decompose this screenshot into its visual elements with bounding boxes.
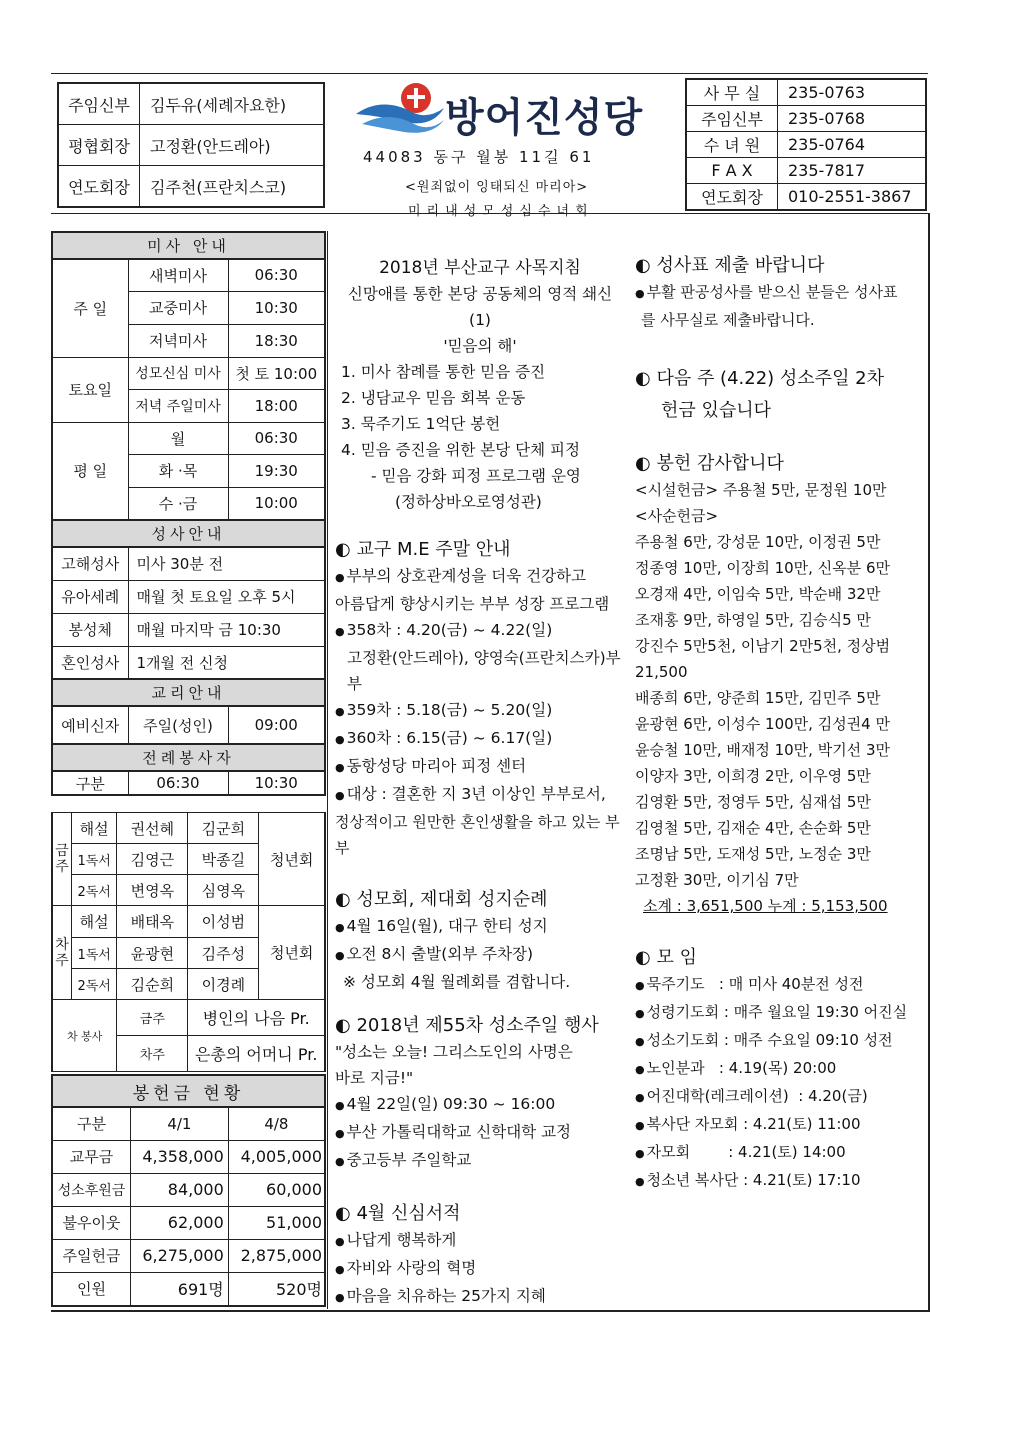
thanks-line: 김영철 5만, 김재순 4만, 손순화 5만 (635, 819, 871, 837)
me-line: ● 부부의 상호관계성을 더욱 건강하고 (335, 563, 625, 591)
vocation-title: 2018년 제55차 성소주일 행사 (356, 1015, 599, 1036)
catechism-label: 예비신자 (52, 706, 128, 744)
meetings-list (635, 971, 920, 1195)
pilgrim-heading (335, 887, 625, 913)
pastoral-item: 1. 미사 참례를 통한 믿음 증진 (341, 363, 546, 381)
faith-line: ● 마음을 치유하는 25가지 지혜 (335, 1283, 625, 1311)
mass-name: 월 (128, 422, 228, 454)
thanks-line: <시설헌금> 주용철 5만, 문정원 10만 (635, 481, 887, 499)
me-line: ● 359차 : 5.18(금) ~ 5.20(일) (335, 697, 625, 725)
mass-name: 새벽미사 (128, 259, 228, 291)
half-circle-icon: ◐ (635, 947, 651, 968)
mass-time: 10:30 (228, 291, 325, 324)
mass-time: 18:30 (228, 324, 325, 357)
mass-time: 첫 토 10:00 (228, 357, 325, 389)
liturgy-role: 2독서 (71, 969, 116, 1000)
me-line: 고정환(안드레아), 양영숙(프란치스카)부부 (347, 649, 621, 693)
thanks-line: 배종희 6만, 양준희 15만, 김민주 5만 (635, 689, 881, 707)
thanks-total: 소계 : 3,651,500 누계 : 5,153,500 (643, 897, 888, 915)
liturgy-table (51, 812, 326, 1072)
faith-heading (335, 1201, 625, 1227)
liturgy-title: 전례봉사자 (52, 744, 325, 771)
meeting-item: ● 복사단 자모회 : 4.21(토) 11:00 (635, 1111, 920, 1139)
offering-label: 주일헌금 (52, 1239, 131, 1272)
catechism-value: 주일(성인) (128, 706, 228, 744)
offering-label: 불우이웃 (52, 1206, 131, 1239)
seal-line: 를 사무실로 제출바랍니다. (641, 311, 815, 329)
contact-table (685, 78, 927, 211)
meetings-title: 모 임 (656, 947, 697, 968)
mass-time: 06:30 (228, 422, 325, 454)
schedule-table (51, 231, 326, 796)
staff-role: 연도회장 (58, 166, 140, 208)
offering-label: 교무금 (52, 1140, 131, 1173)
pilgrim-line: ● 4월 16일(월), 대구 한티 성지 (335, 913, 625, 941)
contact-value: 010-2551-3867 (778, 184, 927, 211)
mass-name: 저녁 주일미사 (128, 389, 228, 422)
offering-value: 520명 (228, 1272, 325, 1306)
thanks-title: 봉헌 감사합니다 (656, 453, 784, 474)
liturgy-person: 심영옥 (188, 875, 259, 906)
mass-name: 화 ·목 (128, 454, 228, 487)
contact-value: 235-0764 (778, 132, 927, 158)
staff-table (57, 82, 325, 208)
sacrament-value: 매월 첫 토요일 오후 5시 (128, 580, 325, 613)
half-circle-icon: ◐ (635, 255, 651, 276)
thanks-line: 주용철 6만, 강성문 10만, 이정권 5만 (635, 533, 881, 551)
meetings-heading (635, 945, 920, 971)
car-team: 병인의 나음 Pr. (188, 1000, 325, 1036)
meeting-item: ● 자모회 : 4.21(토) 14:00 (635, 1139, 920, 1167)
me-line: ● 358차 : 4.20(금) ~ 4.22(일) (335, 617, 625, 645)
contact-value: 235-0763 (778, 79, 927, 106)
thanks-line: 윤광현 6만, 이성수 100만, 김성권4 만 (635, 715, 890, 733)
sacrament-value: 미사 30분 전 (128, 547, 325, 580)
pilgrim-line: ※ 성모회 4월 월례회를 겸합니다. (343, 973, 571, 991)
staff-name: 김주천(프란치스코) (140, 166, 325, 208)
church-logo-icon (352, 78, 447, 136)
vocation-line: "성소는 오늘! 그리스도인의 사명은 (335, 1043, 573, 1061)
offering-value: 691명 (131, 1272, 229, 1306)
car-team: 은총의 어머니 Pr. (188, 1036, 325, 1072)
seal-heading (635, 253, 920, 279)
offering-value: 51,000 (228, 1206, 325, 1239)
mass-name: 교중미사 (128, 291, 228, 324)
meeting-item: ● 어진대학(레크레이션) : 4.20(금) (635, 1083, 920, 1111)
car-week: 금주 (117, 1000, 188, 1036)
meeting-item: ● 성소기도회 : 매주 수요일 09:10 성전 (635, 1027, 920, 1055)
car-week: 차주 (117, 1036, 188, 1072)
liturgy-head: 10:30 (228, 771, 325, 795)
pilgrim-title: 성모회, 제대회 성지순례 (356, 889, 548, 910)
mass-weekday-label: 평 일 (52, 422, 128, 520)
pastoral-line: '믿음의 해' (443, 337, 517, 355)
meeting-item: ● 묵주기도 : 매 미사 40분전 성전 (635, 971, 920, 999)
liturgy-person: 김군희 (188, 813, 259, 844)
faith-line: ● 자비와 사랑의 혁명 (335, 1255, 625, 1283)
me-line: 아름답게 향상시키는 부부 성장 프로그램 (335, 595, 610, 613)
liturgy-person: 배태옥 (117, 906, 188, 938)
contact-label: F A X (686, 158, 778, 184)
thanks-line: 고정환 30만, 이기심 7만 (635, 871, 799, 889)
mass-name: 수 ·금 (128, 487, 228, 520)
liturgy-evening: 청년회 (259, 906, 325, 1000)
mass-time: 19:30 (228, 454, 325, 487)
liturgy-role: 해설 (71, 813, 116, 844)
offering-value: 84,000 (131, 1173, 229, 1206)
thanks-line: 조재홍 9만, 하영일 5만, 김승식5 만 (635, 611, 871, 629)
car-service-label: 차 봉사 (52, 1000, 117, 1072)
faith-line: ● 나답게 행복하게 (335, 1227, 625, 1255)
thanks-line: 김영환 5만, 정영두 5만, 심재섭 5만 (635, 793, 871, 811)
contact-label: 사 무 실 (686, 79, 778, 106)
liturgy-nextweek-label: 차 주 (52, 906, 71, 1000)
liturgy-person: 김영근 (117, 844, 188, 875)
mass-time: 10:00 (228, 487, 325, 520)
liturgy-evening: 청년회 (259, 813, 325, 906)
middle-column (335, 255, 625, 1311)
staff-role: 주임신부 (58, 83, 140, 125)
me-title: 교구 M.E 주말 안내 (356, 539, 511, 560)
mass-time: 06:30 (228, 259, 325, 291)
sacrament-value: 1개월 전 신청 (128, 646, 325, 679)
offering-value: 62,000 (131, 1206, 229, 1239)
pastoral-line: 신망애를 통한 본당 공동체의 영적 쇄신 (1) (347, 285, 613, 329)
half-circle-icon: ◐ (635, 453, 651, 474)
liturgy-role: 해설 (71, 906, 116, 938)
thanks-line: 정종영 10만, 이장희 10만, 신옥분 6만 (635, 559, 890, 577)
pastoral-item: 3. 묵주기도 1억단 봉헌 (341, 415, 501, 433)
liturgy-thisweek-label: 금 주 (52, 813, 71, 906)
church-sisters: 미리내성모성심수녀회 (408, 204, 594, 219)
liturgy-role: 2독서 (71, 875, 116, 906)
church-patron: <원죄없이 잉태되신 마리아> (405, 180, 589, 195)
me-line: 정상적이고 원만한 혼인생활을 하고 있는 부부 (335, 813, 620, 857)
thanks-line: 윤승철 10만, 배재정 10만, 박기선 3만 (635, 741, 890, 759)
sacrament-title: 성사안내 (52, 520, 325, 547)
thanks-list (635, 529, 920, 893)
offering-value: 60,000 (228, 1173, 325, 1206)
offering-head: 4/1 (131, 1107, 229, 1140)
pastoral-item: 2. 냉담교우 믿음 회복 운동 (341, 389, 526, 407)
me-heading (335, 537, 625, 563)
sacrament-label: 유아세례 (52, 580, 128, 613)
thanks-line: 이양자 3만, 이희경 2만, 이우영 5만 (635, 767, 871, 785)
pastoral-sub: - 믿음 강화 피정 프로그램 운영 (371, 467, 581, 485)
liturgy-role: 1독서 (71, 938, 116, 969)
thanks-line: 오경재 4만, 이임숙 5만, 박순배 32만 (635, 585, 881, 603)
liturgy-person: 윤광현 (117, 938, 188, 969)
me-line: ● 동항성당 마리아 피정 센터 (335, 753, 625, 781)
vocation-line: ● 4월 22일(일) 09:30 ~ 16:00 (335, 1091, 625, 1119)
faith-title: 4월 신심서적 (356, 1203, 461, 1224)
staff-name: 김두유(세례자요한) (140, 83, 325, 125)
pilgrim-line: ● 오전 8시 출발(외부 주차장) (335, 941, 625, 969)
thanks-line: 강진수 5만5천, 이남기 2만5천, 정상범 21,500 (635, 637, 891, 681)
offering-table (51, 1074, 326, 1307)
church-title: 방어진성당 (445, 95, 644, 141)
pastoral-sub: (정하상바오로영성관) (395, 493, 542, 511)
collection-heading (635, 363, 920, 395)
catechism-title: 교리안내 (52, 679, 325, 706)
half-circle-icon: ◐ (335, 889, 351, 910)
staff-role: 평협회장 (58, 125, 140, 166)
liturgy-person: 이성범 (188, 906, 259, 938)
pastoral-item: 4. 믿음 증진을 위한 본당 단체 피정 (341, 441, 581, 459)
vocation-line: 바로 지금!" (335, 1069, 414, 1087)
offering-head: 구분 (52, 1107, 131, 1140)
meeting-item: ● 성령기도회 : 매주 월요일 19:30 어진실 (635, 999, 920, 1027)
liturgy-role: 1독서 (71, 844, 116, 875)
liturgy-person: 변영옥 (117, 875, 188, 906)
liturgy-head: 06:30 (128, 771, 228, 795)
contact-label: 수 녀 원 (686, 132, 778, 158)
half-circle-icon: ◐ (335, 1015, 351, 1036)
catechism-time: 09:00 (228, 706, 325, 744)
sacrament-label: 고해성사 (52, 547, 128, 580)
me-line: ● 대상 : 결혼한 지 3년 이상인 부부로서, (335, 781, 625, 809)
mass-name: 저녁미사 (128, 324, 228, 357)
vocation-line: ● 중고등부 주일학교 (335, 1147, 625, 1175)
sacrament-label: 봉성체 (52, 613, 128, 646)
mass-saturday-label: 토요일 (52, 357, 128, 422)
top-rule (51, 73, 928, 74)
church-address: 44083 동구 월봉 11길 61 (363, 148, 595, 166)
thanks-line: <사순헌금> (635, 507, 719, 525)
right-column (635, 253, 920, 1195)
collection-line: 다음 주 (4.22) 성소주일 2차 (656, 368, 885, 389)
meeting-item: ● 청소년 복사단 : 4.21(토) 17:10 (635, 1167, 920, 1195)
meeting-item: ● 노인분과 : 4.19(목) 20:00 (635, 1055, 920, 1083)
half-circle-icon: ◐ (335, 1203, 351, 1224)
contact-label: 주임신부 (686, 106, 778, 132)
mass-time: 18:00 (228, 389, 325, 422)
offering-head: 4/8 (228, 1107, 325, 1140)
offering-label: 인원 (52, 1272, 131, 1306)
offering-title: 봉헌금 현황 (52, 1075, 325, 1107)
pastoral-title: 2018년 부산교구 사목지침 (379, 258, 581, 278)
offering-value: 4,005,000 (228, 1140, 325, 1173)
liturgy-person: 박종길 (188, 844, 259, 875)
collection-line: 헌금 있습니다 (661, 400, 772, 421)
me-line: ● 360차 : 6.15(금) ~ 6.17(일) (335, 725, 625, 753)
liturgy-person: 김주성 (188, 938, 259, 969)
mass-sunday-label: 주 일 (52, 259, 128, 357)
half-circle-icon: ◐ (635, 368, 651, 389)
liturgy-person: 이경례 (188, 969, 259, 1000)
contact-label: 연도회장 (686, 184, 778, 211)
offering-value: 6,275,000 (131, 1239, 229, 1272)
seal-title: 성사표 제출 바랍니다 (656, 255, 825, 276)
offering-value: 4,358,000 (131, 1140, 229, 1173)
half-circle-icon: ◐ (335, 539, 351, 560)
contact-value: 235-0768 (778, 106, 927, 132)
liturgy-person: 권선혜 (117, 813, 188, 844)
seal-line: ● 부활 판공성사를 받으신 분들은 성사표 (635, 279, 920, 307)
mass-name: 성모신심 미사 (128, 357, 228, 389)
thanks-heading (635, 451, 920, 477)
mass-title: 미사 안내 (52, 232, 325, 259)
staff-name: 고정환(안드레아) (140, 125, 325, 166)
vocation-line: ● 부산 가톨릭대학교 신학대학 교정 (335, 1119, 625, 1147)
thanks-line: 조명남 5만, 도재성 5만, 노정순 3만 (635, 845, 871, 863)
vocation-heading (335, 1013, 625, 1039)
sacrament-label: 혼인성사 (52, 646, 128, 679)
contact-value: 235-7817 (778, 158, 927, 184)
column-divider (327, 231, 328, 1309)
liturgy-person: 김순희 (117, 969, 188, 1000)
offering-label: 성소후원금 (52, 1173, 131, 1206)
offering-value: 2,875,000 (228, 1239, 325, 1272)
sacrament-value: 매월 마지막 금 10:30 (128, 613, 325, 646)
liturgy-head: 구분 (52, 771, 128, 795)
